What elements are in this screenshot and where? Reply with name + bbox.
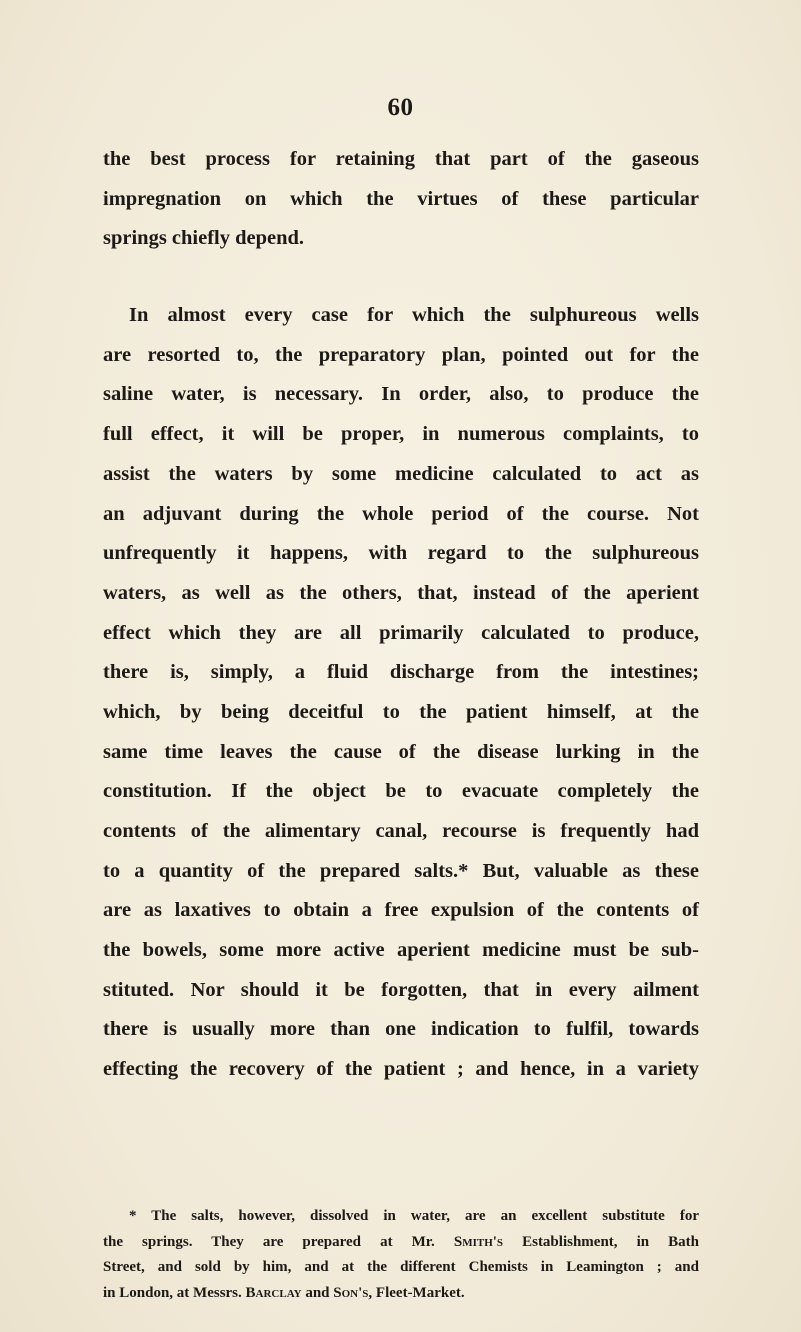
- text-line: unfrequently it happens, with regard to the sulphureous: [103, 542, 699, 565]
- page-number: 60: [387, 94, 414, 121]
- text-line: full effect, it will be proper, in numerous complaints, to: [103, 423, 699, 446]
- text-line: springs chiefly depend.: [103, 227, 305, 250]
- footnote-line: [103, 1230, 699, 1256]
- text-line: In almost every case for which the sulphureous wells: [129, 304, 699, 327]
- main-text: [103, 140, 699, 1090]
- text-line: there is, simply, a fluid discharge from the intestines;: [103, 661, 699, 684]
- text-line: are resorted to, the preparatory plan, pointed out for the: [103, 343, 699, 366]
- footnote-text: in London, at Messrs.: [103, 1284, 246, 1301]
- text-line: effect which they are all primarily calculated to produce,: [103, 621, 699, 644]
- text-line: are as laxatives to obtain a free expulsion of the contents of: [103, 899, 699, 922]
- text-line: assist the waters by some medicine calculated to act as: [103, 462, 699, 485]
- text-line: to a quantity of the prepared salts.* But, valuable as these: [103, 859, 699, 882]
- text-line: effecting the recovery of the patient ; and hence, in a variety: [103, 1058, 699, 1081]
- text-line: which, by being deceitful to the patient himself, at the: [103, 700, 699, 723]
- footnote-text: , Fleet-Market.: [368, 1284, 465, 1301]
- footnote-text: the springs. They are prepared at Mr.: [103, 1233, 454, 1250]
- footnote-text: Establishment, in Bath: [503, 1233, 699, 1250]
- footnote-name-son: Son's: [333, 1284, 369, 1301]
- text-line: an adjuvant during the whole period of the course. Not: [103, 502, 699, 525]
- text-line: contents of the alimentary canal, recourse is frequently had: [103, 820, 699, 842]
- text-line: the bowels, some more active aperient medicine must be sub-: [103, 939, 699, 962]
- text-line: constitution. If the object be to evacuate completely the: [103, 780, 699, 803]
- footnote-line: Street, and sold by him, and at the different Chemists in Leamington ; and: [103, 1259, 699, 1275]
- footnote-line: * The salts, however, dissolved in water, are an excellent substitute for: [129, 1208, 699, 1224]
- text-line: impregnation on which the virtues of these particular: [103, 187, 699, 210]
- footnote: [103, 1204, 699, 1306]
- footnote-line: [103, 1281, 699, 1307]
- text-line: there is usually more than one indication to fulfil, towards: [103, 1018, 699, 1041]
- text-line: waters, as well as the others, that, instead of the aperient: [103, 581, 699, 604]
- footnote-name-barclay: Barclay: [245, 1284, 302, 1301]
- footnote-text: and: [301, 1284, 334, 1301]
- text-line: the best process for retaining that part of the gaseous: [103, 148, 699, 170]
- paragraph-gap: [103, 259, 699, 296]
- footnote-name-smith: Smith's: [453, 1233, 504, 1250]
- text-line: same time leaves the cause of the disease lurking in the: [103, 740, 699, 763]
- text-line: stituted. Nor should it be forgotten, that in every ailment: [103, 978, 699, 1001]
- text-line: saline water, is necessary. In order, also, to produce the: [103, 383, 699, 406]
